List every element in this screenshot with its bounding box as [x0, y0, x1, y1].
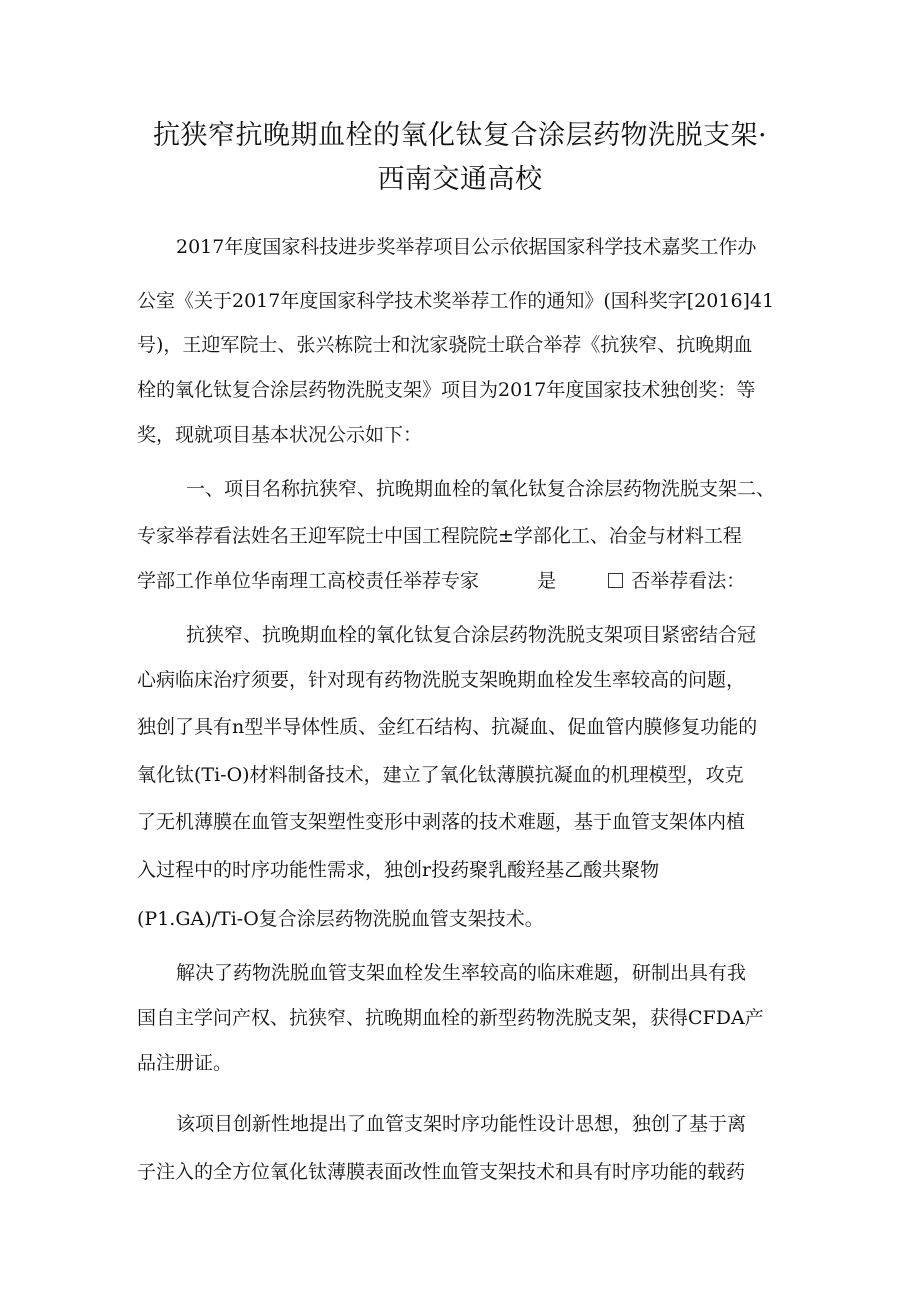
paragraph-3-line-6: 入过程中的时序功能性需求，独创r投药聚乳酸羟基乙酸共聚物 [137, 859, 660, 881]
paragraph-4-line-3: 品注册证。 [137, 1052, 233, 1074]
paragraph-2-line-2: 专家举荐看法姓名王迎军院士中国工程院院±学部化工、冶金与材料工程 [137, 525, 742, 547]
paragraph-3-line-2: 心病临床治疗须要，针对现有药物洗脱支架晚期血栓发生率较高的问题， [137, 669, 746, 691]
paragraph-5-line-2: 子注入的全方位氧化钛薄膜表面改性血管支架技术和具有时序功能的载药 [137, 1161, 746, 1183]
paragraph-3-line-3: 独创了具有n型半导体性质、金红石结构、抗凝血、促血管内膜修复功能的 [137, 716, 758, 738]
paragraph-1-line-3: 号)，王迎军院士、张兴栋院士和沈家骁院士联合举荐《抗狭窄、抗晚期血 [137, 334, 753, 356]
paragraph-4-line-2: 国自主学问产权、抗狭窄、抗晚期血栓的新型药物洗脱支架，获得CFDA产 [137, 1007, 764, 1029]
paragraph-4-line-1: 解决了药物洗脱血管支架血栓发生率较高的临床难题，研制出具有我 [176, 962, 747, 984]
paragraph-2-line-3 [137, 566, 745, 593]
no-checkbox[interactable] [608, 573, 623, 588]
recommender-unit-text: 学部工作单位华南理工高校责任举荐专家 [137, 570, 480, 592]
no-option-label: 否举荐看法： [631, 570, 746, 592]
paragraph-1-line-2: 公室《关于2017年度国家科学技术奖举荐工作的通知》(国科奖字[2016]41 [137, 290, 775, 312]
paragraph-5-line-1: 该项目创新性地提出了血管支架时序功能性设计思想，独创了基于离 [176, 1113, 747, 1135]
paragraph-1-line-5: 奖，现就项目基本状况公示如下： [137, 424, 423, 446]
paragraph-3-line-1: 抗狭窄、抗晚期血栓的氧化钛复合涂层药物洗脱支架项目紧密结合冠 [186, 624, 757, 646]
paragraph-3-line-4: 氧化钛(Ti-O)材料制备技术，建立了氧化钛薄膜抗凝血的机理模型，攻克 [137, 764, 744, 786]
paragraph-3-line-5: 了无机薄膜在血管支架塑性变形中剥落的技术难题，基于血管支架体内植 [137, 811, 746, 833]
paragraph-3-line-7: (P1.GA)/Ti-O复合涂层药物洗脱血管支架技术。 [137, 908, 544, 930]
paragraph-1-line-4: 栓的氧化钛复合涂层药物洗脱支架》项目为2017年度国家技术独创奖：等 [137, 379, 756, 401]
paragraph-2-line-1: 一、项目名称抗狭窄、抗晚期血栓的氧化钛复合涂层药物洗脱支架二、 [186, 478, 776, 500]
document-title-line-2: 西南交通高校 [377, 164, 543, 195]
yes-option-label: 是 [537, 570, 557, 592]
paragraph-1-line-1: 2017年度国家科技进步奖举荐项目公示依据国家科学技术嘉奖工作办 [176, 236, 757, 258]
document-title-line-1: 抗狭窄抗晚期血栓的氧化钛复合涂层药物洗脱支架· [152, 120, 768, 151]
